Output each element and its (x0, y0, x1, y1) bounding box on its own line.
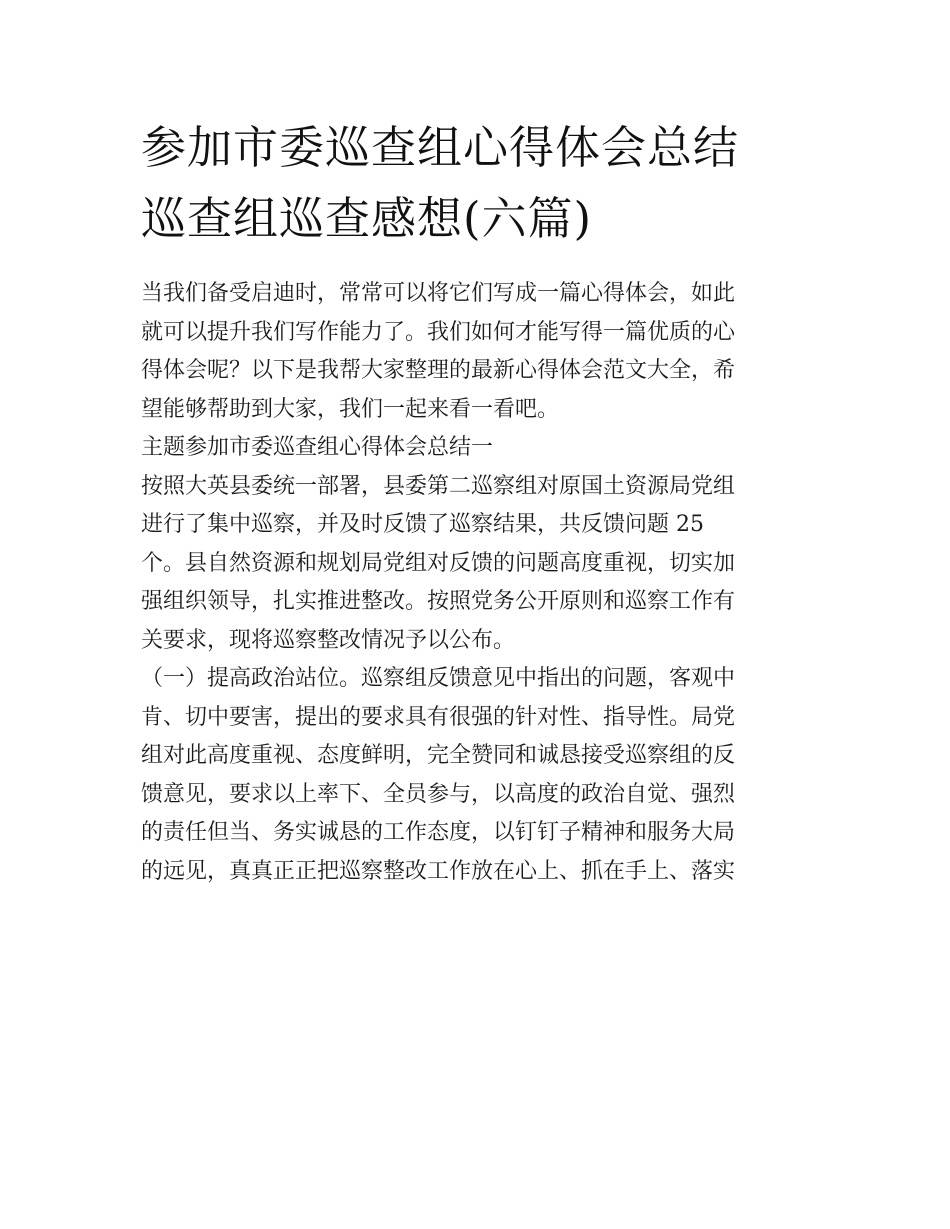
body-line: （一）提高政治站位。巡察组反馈意见中指出的问题，客观中 (141, 666, 736, 691)
body-line: 得体会呢？以下是我帮大家整理的最新心得体会范文大全，希 (141, 358, 736, 383)
body-line: 望能够帮助到大家，我们一起来看一看吧。 (141, 396, 560, 422)
title-line: 参加市委巡查组心得体会总结 (141, 121, 740, 174)
body-line: 就可以提升我们写作能力了。我们如何才能写得一篇优质的心 (141, 319, 736, 345)
body-line: 组对此高度重视、态度鲜明，完全赞同和诚恳接受巡察组的反 (141, 743, 736, 768)
body-line: 按照大英县委统一部署，县委第二巡察组对原国土资源局党组 (141, 473, 736, 499)
section-heading: 主题参加市委巡查组心得体会总结一 (141, 435, 494, 460)
body-line: 个。县自然资源和规划局党组对反馈的问题高度重视，切实加 (141, 550, 736, 576)
body-line: 肯、切中要害，提出的要求具有很强的针对性、指导性。局党 (141, 704, 736, 730)
body-line: 进行了集中巡察，并及时反馈了巡察结果，共反馈问题 25 (141, 512, 704, 537)
document-body (141, 275, 813, 891)
body-line: 的远见，真真正正把巡察整改工作放在心上、抓在手上、落实 (141, 858, 736, 884)
body-line: 馈意见，要求以上率下、全员参与，以高度的政治自觉、强烈 (141, 781, 736, 807)
body-line: 的责任但当、务实诚恳的工作态度，以钉钉子精神和服务大局 (141, 820, 736, 845)
document-title (141, 112, 813, 254)
body-line: 关要求，现将巡察整改情况予以公布。 (141, 627, 516, 653)
document-page (141, 112, 813, 891)
title-line: 巡查组巡查感想(六篇) (141, 192, 593, 245)
body-line: 当我们备受启迪时，常常可以将它们写成一篇心得体会，如此 (141, 281, 736, 306)
body-line: 强组织领导，扎实推进整改。按照党务公开原则和巡察工作有 (141, 589, 736, 614)
